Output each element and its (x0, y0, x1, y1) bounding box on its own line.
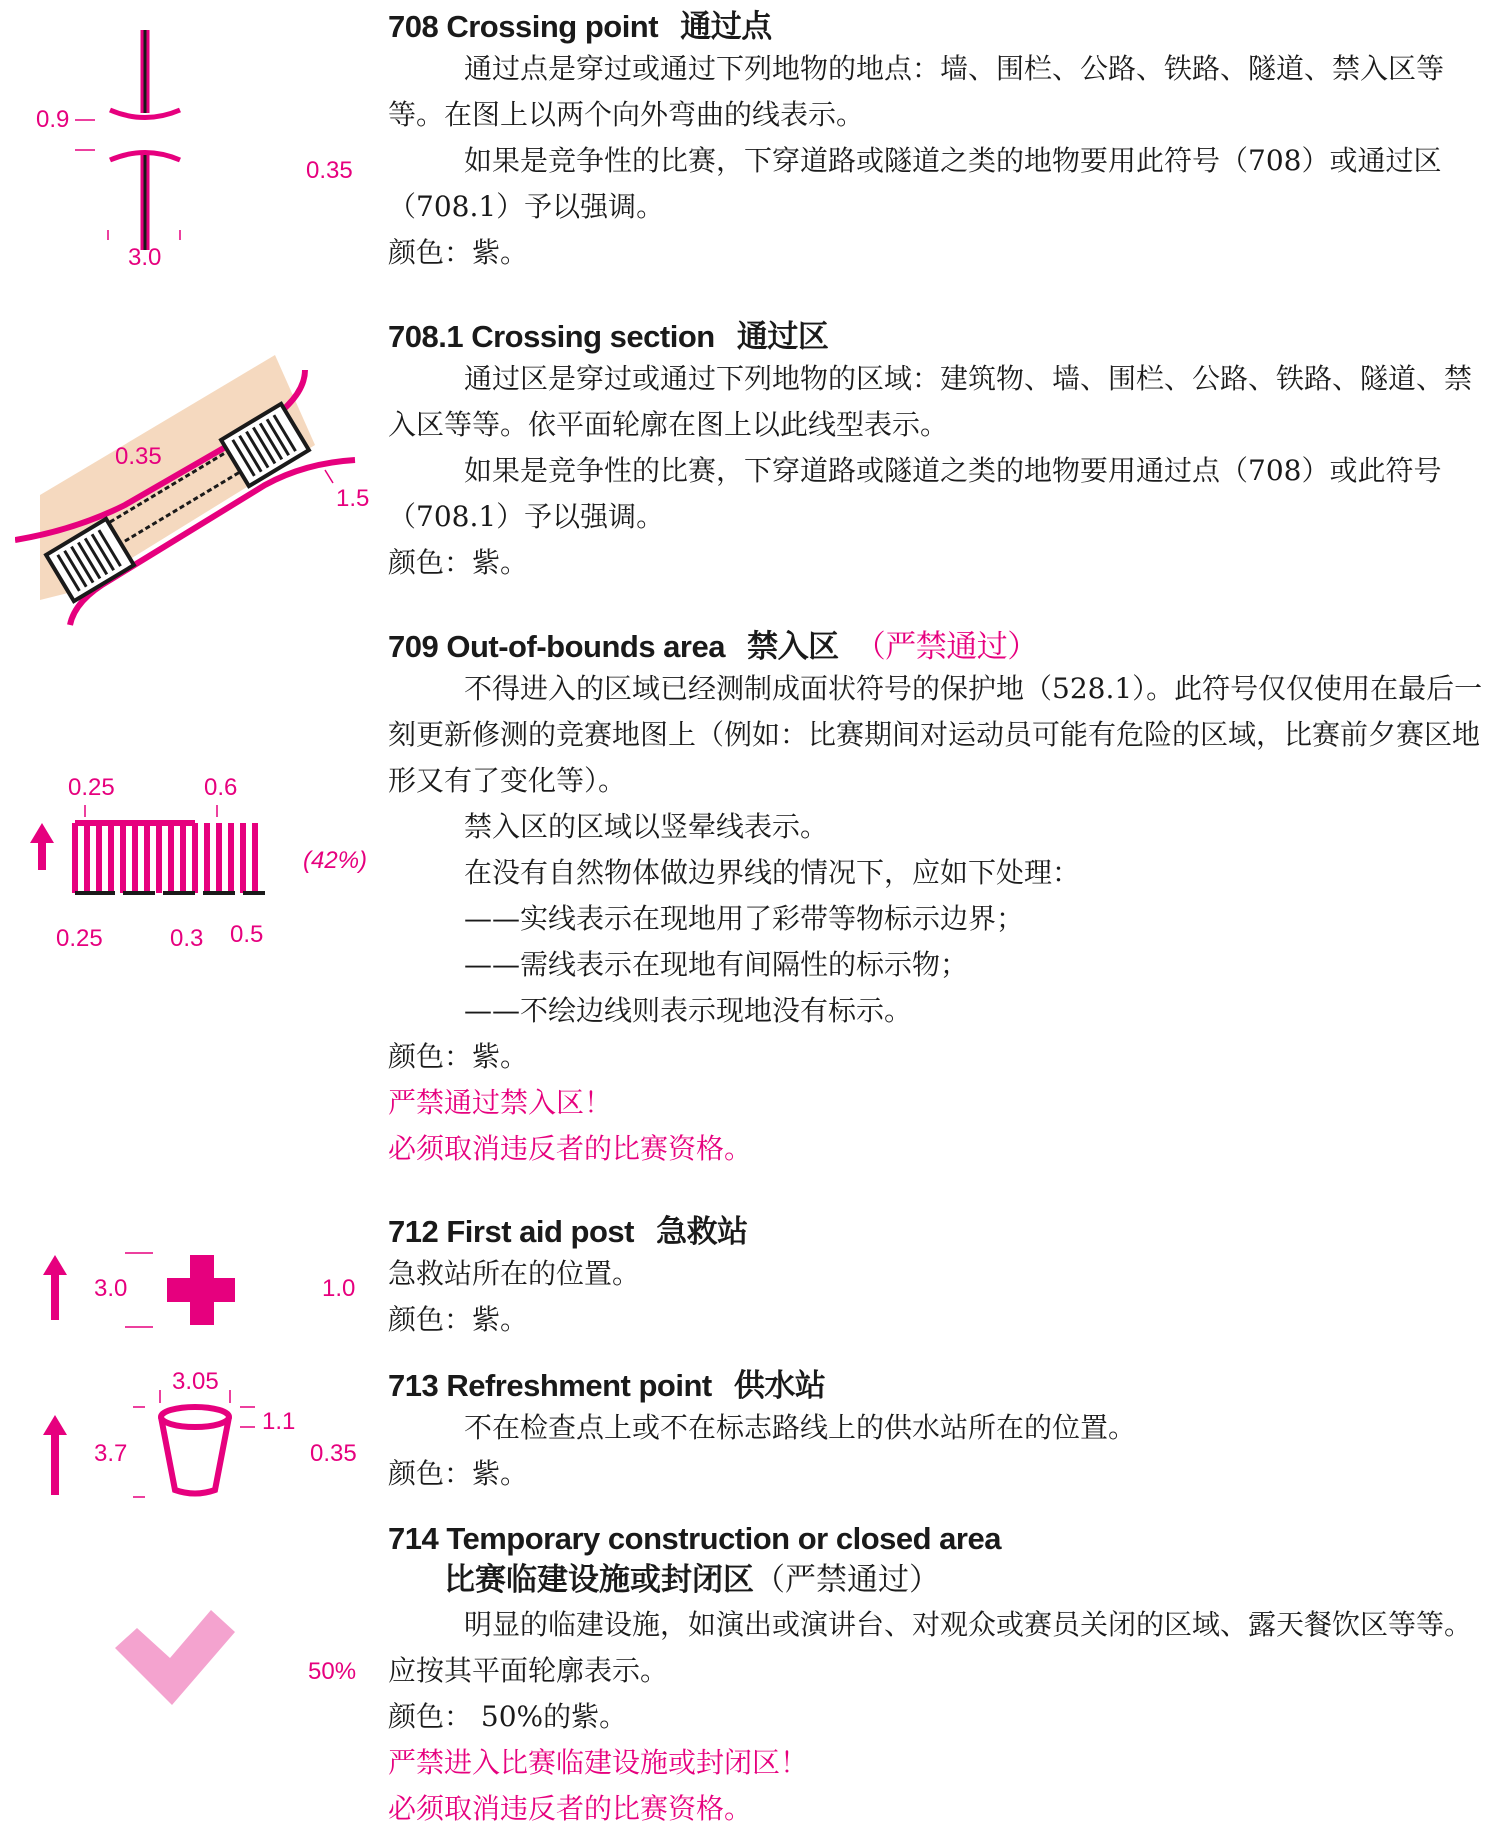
section-heading: 714 Temporary construction or closed area (388, 1521, 1001, 1556)
section-708 (388, 8, 1488, 276)
color-note: 颜色： 50%的紫。 (388, 1700, 628, 1733)
section-subheading: 比赛临建设施或封闭区（严禁通过） (444, 1562, 940, 1598)
dim-top-right: 0.6 (204, 774, 238, 801)
temporary-construction-symbol (115, 1610, 245, 1710)
list-item: ——需线表示在现地有间隔性的标示物； (464, 948, 969, 981)
paragraph: 如果是竞争性的比赛，下穿道路或隧道之类的地物要用此符号（708）或通过区（708.1）予以强调。 (388, 144, 1442, 223)
dim-curve: 1.5 (336, 485, 370, 512)
dim-percent: (42%) (303, 847, 368, 874)
dim-line-width: 0.35 (310, 1440, 357, 1467)
section-714 (388, 1520, 1488, 1832)
section-heading: 709 Out-of-bounds area 禁入区 （严禁通过） (388, 629, 1038, 665)
crossing-section-symbol (15, 355, 375, 635)
list-item: ——不绘边线则表示现地没有标示。 (464, 994, 913, 1027)
section-heading: 708.1 Crossing section 通过区 (388, 319, 829, 355)
dim-size: 3.0 (94, 1275, 128, 1302)
dim-bottom-left: 0.25 (56, 925, 103, 952)
dim-bottom-right: 0.5 (230, 921, 264, 948)
dim-percent: 50% (308, 1658, 357, 1685)
paragraph: 通过区是穿过或通过下列地物的区域：建筑物、墙、围栏、公路、铁路、隧道、禁入区等等。依平面轮廓在图上以此线型表示。 (388, 362, 1473, 441)
section-708-1 (388, 318, 1488, 586)
paragraph: 不在检查点上或不在标志路线上的供水站所在的位置。 (464, 1411, 1137, 1444)
dim-top-left: 0.25 (68, 774, 115, 801)
first-aid-symbol (35, 1245, 235, 1335)
dim-line-width: 0.35 (115, 443, 162, 470)
section-heading: 712 First aid post 急救站 (388, 1214, 748, 1250)
warning: 严禁通过禁入区！ (388, 1086, 613, 1119)
crossing-point-symbol (30, 25, 370, 275)
section-713 (388, 1367, 1488, 1497)
color-note: 颜色：紫。 (388, 1457, 529, 1490)
dim-bar: 1.0 (322, 1275, 356, 1302)
warning: 必须取消违反者的比赛资格。 (388, 1792, 753, 1825)
dim-gap: 0.9 (36, 106, 70, 133)
paragraph: 在没有自然物体做边界线的情况下，应如下处理： (464, 856, 1081, 889)
dim-symbol-width: 3.0 (128, 244, 162, 271)
out-of-bounds-symbol (25, 795, 315, 905)
color-note: 颜色：紫。 (388, 236, 529, 269)
dim-height: 3.7 (94, 1440, 128, 1467)
warning: 严禁进入比赛临建设施或封闭区！ (388, 1746, 809, 1779)
warning: 必须取消违反者的比赛资格。 (388, 1132, 753, 1165)
paragraph: 如果是竞争性的比赛，下穿道路或隧道之类的地物要用通过点（708）或此符号（708.1）予以强调。 (388, 454, 1442, 533)
section-heading: 713 Refreshment point 供水站 (388, 1368, 826, 1404)
paragraph: 明显的临建设施，如演出或演讲台、对观众或赛员关闭的区域、露天餐饮区等等。应按其平面轮廓表示。 (388, 1608, 1473, 1687)
section-712 (388, 1213, 1488, 1343)
dim-bottom-mid: 0.3 (170, 925, 204, 952)
section-709 (388, 628, 1488, 1172)
dim-line-width: 0.35 (306, 157, 353, 184)
color-note: 颜色：紫。 (388, 1040, 529, 1073)
color-note: 颜色：紫。 (388, 546, 529, 579)
list-item: ——实线表示在现地用了彩带等物标示边界； (464, 902, 1025, 935)
dim-top: 3.05 (172, 1368, 219, 1395)
paragraph: 通过点是穿过或通过下列地物的地点：墙、围栏、公路、铁路、隧道、禁入区等等。在图上以两个向外弯曲的线表示。 (388, 52, 1445, 131)
paragraph: 急救站所在的位置。 (388, 1257, 641, 1290)
paragraph: 禁入区的区域以竖晕线表示。 (464, 810, 829, 843)
dim-rim: 1.1 (262, 1408, 296, 1435)
paragraph: 不得进入的区域已经测制成面状符号的保护地（528.1）。此符号仅仅使用在最后一刻更新修测的竞赛地图上（例如：比赛期间对运动员可能有危险的区域，比赛前夕赛区地形又有了变化等）。 (388, 672, 1483, 797)
section-heading: 708 Crossing point 通过点 (388, 9, 772, 45)
color-note: 颜色：紫。 (388, 1303, 529, 1336)
refreshment-point-symbol (35, 1385, 265, 1505)
